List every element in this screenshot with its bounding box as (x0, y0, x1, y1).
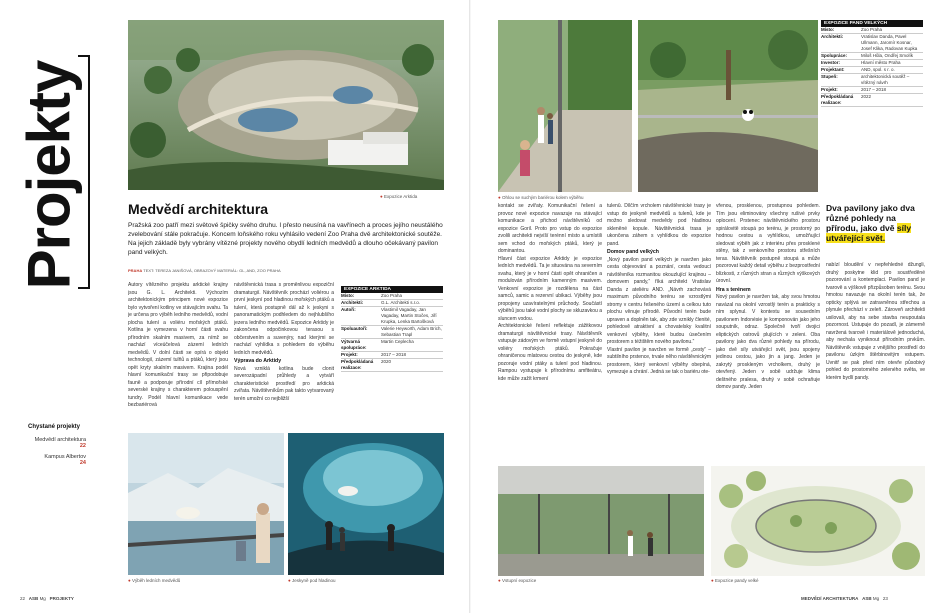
infobox-pand-row-key: Investor: (821, 60, 841, 65)
infobox-pand-rows (821, 27, 923, 107)
pull-quote (826, 203, 926, 243)
infobox-arktida-row-value: 2017 – 2018 (381, 352, 407, 357)
infobox-arktida-row (341, 293, 443, 300)
pin-icon: ● (128, 578, 131, 583)
byline (128, 268, 281, 273)
infobox-arktida-row (341, 339, 443, 352)
infobox-arktida-row-key: Architekti: (341, 300, 364, 305)
panda-enclosure-illustration (638, 20, 818, 192)
visitors-illustration (498, 20, 632, 192)
right-col4-text: nabízí bloudění v nepřehledné džungli, druhý poskytne klid pro soustředěné pozorování a kontemplaci. Pavilon pand je tvarově a výškově přizpůsoben terénu. Svou hmotou navazuje na okolní terén tak, že opticky splývá se zatravněnou střechou a plynule přechází v zeleň. Zároveň architekti usilovali, aby na sebe stavba neupoutala pozornost. Ustupuje do pozadí, je zámerně navržená tvarově i materiálově jednoduchá, aby nechala vyniknout přírodním prvkům. Návštěvník vstupuje z vnějšího prostředí do pavilonu úzkým štěrbinovitým vstupem. Uvnitř se pak před ním otevře působivý pohled do prostorného zeleného světa, ve kterém bydlí pandy. (826, 262, 925, 381)
folio-left-section: PROJEKTY (49, 596, 74, 601)
infobox-pand-row-value: architektonická soutěž – vítězný návrh (861, 74, 910, 85)
infobox-arktida-row-value: Vlastimil Vagaday, Jan Vagaday, Martin Stočes, Jiří Krupka, Lenka Bartošková (381, 307, 437, 324)
right-col3-text-b: Nový pavilon je navržen tak, aby svou hmotou navázal na okolní vzrostlý terén a prakticky s ním splynul. V kontextu se sousedním pavilonem Indonésie je komponován jako jeho souputník, odraz. Společně tvoří dvojici eliptických ostrovů plujících v zeleni. Oba pavilony jako dva různé pohledy na přírodu, jako dvě síly utvářející svět, jsou spojeny jedinou cestou, jako jin a jang. Jeden je zakrytý proskleným vrcholkem, druhý je otevřený. Jeden v sobě udržuje klima deštného pralesa, druhý v sobě ochraňuje domov pandy. Jeden (716, 294, 820, 390)
caption-bottom-entrance-text: Vstupní expozice (501, 578, 537, 583)
entrance-exhibit-illustration (498, 466, 704, 576)
right-page (471, 0, 940, 613)
infobox-pand-row-value: 2017 – 2018 (861, 87, 887, 92)
infobox-arktida-row (341, 307, 443, 326)
underwater-cave-illustration (288, 433, 444, 575)
right-column-2 (607, 203, 711, 461)
right-col3-text: vřenou, prosklenou, prostupnou pohledem. Tím jsou eliminovány všechny rušivé prvky oplocení. Prstenec návštěvnického prostoru spirálovitě stoupá po terénu, je prostorný po hodnou cestou a vyhlídkou, umožňující sledovat výběh jak z interiéru přes prosklené stěny, tak z venkovního prostoru střešních teras. Návštěvník postupně stoupá a může pozorovat každý detail výběhu z bezprostřední blízkosti, z různých stran a různých výškových úrovní. (716, 203, 820, 284)
sidebar-num-albertov: 24 (79, 460, 86, 466)
infobox-arktida-row-value: G.L. Architekti s.r.o. (381, 300, 421, 305)
infobox-pand-row-key: Stupeň: (821, 74, 838, 79)
section-title-vertical (5, 60, 85, 290)
hero-image-arktida-aerial (128, 20, 444, 190)
infobox-pand-row-key: Architekti: (821, 34, 844, 39)
infobox-pand-row-value: Hlavní město Praha (861, 60, 901, 65)
caption-bottom-entrance (498, 578, 536, 583)
right-column-1 (498, 203, 602, 461)
image-polar-bear-enclosure (128, 433, 284, 575)
infobox-arktida-row-key: Projekt: (341, 352, 358, 357)
pin-icon: ● (711, 578, 714, 583)
aerial-render-illustration (128, 20, 444, 190)
folio-right-section: MEDVĚDÍ ARCHITEKTURA (801, 596, 859, 601)
polar-bear-illustration (128, 433, 284, 575)
infobox-arktida-row-key: Autoři: (341, 307, 356, 312)
sidebar-num-medvedi: 22 (79, 443, 86, 449)
right-col1-text: kontakt se zvířaty. Komunikační řešení a provoz nové expozice navazuje na stávající komunikace a přichod návštěvníků od expozice Goril. Proto pro vstup do expozice zvolili architekti nejvíší terénní místo a umístili sem vchod do mořských ptáků, který je dominantou. (498, 203, 602, 254)
infobox-pand-row (821, 74, 923, 87)
image-panda-enclosure-aerial (638, 20, 818, 192)
infobox-pand-row-value: Miloš Hůla, Ondřej Smolík (861, 53, 914, 58)
hero-caption-text: Expozice Arktida (383, 194, 418, 199)
infobox-pand-head: EXPOZICE PAND VELKÝCH (821, 20, 923, 27)
pin-icon: ● (380, 194, 383, 199)
caption-top-right-page-text: Ohlou se suchým bariérou kolem výběhu (501, 195, 584, 200)
infobox-arktida-row (341, 300, 443, 307)
infobox-pand-row-key: Projektant: (821, 67, 845, 72)
folio-left-issue: Mg (39, 596, 46, 601)
left-page (0, 0, 469, 613)
infobox-pand (821, 20, 923, 107)
byline-place: PRAHA (128, 268, 143, 273)
sidebar-item-medvedi[interactable]: Medvědí architektura (34, 437, 86, 443)
article-title: Medvědí architektura (128, 201, 269, 217)
sidebar (28, 424, 86, 466)
infobox-pand-row (821, 60, 923, 67)
caption-bottom-panda-text: Expozice pandy velké (714, 578, 759, 583)
caption-bottom-middle-text: Jeskyně pod hladinou (291, 578, 336, 583)
left-col1-text: Autory vítězného projektu arktické krajiny jsou G. L. Architekti. Výchozím architektonickým principem nové expozice bylo vytvoření kotliny ve stávajícím svahu. Ta je určena pro výběh ledního medvědů, vodní plocha tulení a voliéru mořských ptáků. Kotlina je vymezena v horní části svahu přírodním skalním masivem, za nímž se nachází víceúčelová zázemí ledních medvědů. V dolní části se opírá o objekt technologií, zázemí tulňů a ptáků, který jsou opět kryty skalním masivem. Krajina podél hlavní komunikační trasy se připodobuje fauně a podporuje přírodní cíl přímořské severské krajiny s charakterem polouspění tundry. Podél hlavní komunikace vede bezbariérová (128, 282, 228, 408)
byline-credits: TEXT: TEREZA JANIŠOVÁ, OBRAZOVÝ MATERIÁL: GL, AND, ZOO PRAHA (143, 268, 281, 273)
right-col1-text-b: Hlavní část expozice Arktidy je expozice ledních medvědů. Ta je situována na severním svahu, který je v horní části opět ohraničen a modulován přírodním kamenným masivem. Venkovní expozice je rozdělena na část samců, samic a rezervní ubikaci. Výběhy jsou propojeny uzavíratelnými průchody. Součástí výběhů jsou také vodní plochy se skluzavkou a sluncem vodou. (498, 255, 602, 322)
infobox-arktida-row (341, 352, 443, 359)
right-col2-text: tulenů. Dílčím vrcholem návštěvnické trasy je vstup do jeskyně medvědů a tulenů, kde je možno sledovat medvědy pod hladinou skleněné kopule. Návštěvnická trasa je ukončena záhem s vyhlídkou do expozice pand. (607, 203, 711, 247)
pull-quote-highlight: síly utvářející svět. (826, 223, 912, 243)
right-column-3 (716, 203, 820, 461)
infobox-arktida-row-key: Místo: (341, 293, 355, 298)
infobox-pand-row-key: Předpokládaná realizace: (821, 94, 854, 105)
caption-bottom-panda (711, 578, 759, 583)
caption-top-right-page (498, 195, 584, 200)
right-col2-text-c: Vlastní pavilon je navržen ve formě „cesty“ – subtilního prstence, trvale něho návštěvnickým prostorem, který venkovní výběhy obepíná, vymezuje a chrání. Jedná se tak o bariéru ote- (607, 346, 711, 375)
left-column-1 (128, 282, 228, 424)
sidebar-item-albertov[interactable]: Kampus Albertov (44, 454, 86, 460)
infobox-arktida-row-key: Výtvarná spolupráce: (341, 339, 367, 350)
infobox-pand-row-key: Spolupráce: (821, 53, 848, 58)
sidebar-title: Chystané projekty (28, 424, 81, 430)
infobox-pand-row (821, 67, 923, 74)
infobox-pand-row-value: Zoo Praha (861, 27, 883, 32)
caption-bottom-left (128, 578, 180, 583)
right-col2-heading: Domov pand velkých (607, 249, 659, 255)
image-underwater-cave (288, 433, 444, 575)
pin-icon: ● (498, 195, 501, 200)
infobox-arktida-row-value: 2020 (381, 359, 392, 364)
infobox-pand-row (821, 94, 923, 107)
folio-right-mag: ASB (862, 596, 872, 601)
image-panda-pavilion-plan (711, 466, 925, 576)
infobox-arktida-rows (341, 293, 443, 372)
infobox-pand-row (821, 53, 923, 60)
article-lead: Pražská zoo patří mezi světové špičky svého druhu. I přesto neusíná na vavřínech a proces jejího neustálého zvelebování stále pokračuje. Koncem loňského roku vyhlásilo vedení Zoo Praha dvě architektonické soutěže. Na jejich základě byly vybrány vítězné projekty nového obydlí ledních medvědů a dlouho očekávaný pavilon pand velkých. (128, 222, 443, 256)
right-col3-heading: Hra s terénem (716, 286, 751, 293)
folio-right-issue: Mg (872, 596, 880, 601)
left-column-2 (234, 282, 334, 424)
infobox-pand-row (821, 27, 923, 34)
folio-left (20, 596, 74, 601)
left-col2-text: návštěvnická trasa s proměnlivou expoziční dramaturgií. Návštěvník prochází voliérou a první jeskyní pod hladinou mořských ptáků a tulení, která postupně dál až k jeskyni s panoramatickým podhledem do nejhlubšího jezera ledního medvědů. Expozice Arktidy je zakončena odpočinkovou terasou s občerstvením a suvenýry, nad kterými se nachází vyhlídka s pohledem do výběhu ledních medvědů. (234, 282, 334, 356)
infobox-pand-row-value: 2022 (861, 94, 872, 99)
infobox-arktida-row-key: Spoluautoři: (341, 326, 368, 331)
section-title-text: Projekty (15, 60, 83, 290)
pull-quote-text: Dva pavilony jako dva různé pohledy na přírodu, jako dvě (826, 203, 915, 233)
infobox-arktida-row-value: Martin Ceplecha (381, 339, 414, 344)
infobox-pand-row-key: Místo: (821, 27, 835, 32)
folio-right (801, 596, 888, 601)
left-col2-text-b: Nová vzniklá kotlina bude clonit severozápadní průhledy a vytváří charakteristické prostředí pro arktická zvířata. Návštěvníkům pak takto vytvarovaný terén umožní co nejbližší (234, 365, 334, 402)
infobox-arktida-row-key: Předpokládaná realizace: (341, 359, 374, 370)
infobox-arktida-row-value: Valerie Heyworth, Adam Brich, Sebastian Trapl (381, 326, 442, 337)
infobox-arktida-row (341, 359, 443, 372)
pin-icon: ● (498, 578, 501, 583)
infobox-arktida-head: EXPOZICE ARKTIDA (341, 286, 443, 293)
folio-left-mag: ASB (28, 596, 39, 601)
infobox-arktida (341, 286, 443, 372)
image-visitors-glass-walk (498, 20, 632, 192)
infobox-pand-row (821, 87, 923, 94)
infobox-arktida-row (341, 326, 443, 339)
infobox-arktida-row-value: Zoo Praha (381, 293, 403, 298)
hero-caption (380, 194, 417, 199)
caption-bottom-middle (288, 578, 336, 583)
infobox-pand-row (821, 34, 923, 53)
infobox-pand-row-value: AND, spol. s r. o. (861, 67, 895, 72)
left-col2-heading: Výprava do Arktidy (234, 358, 282, 364)
infobox-pand-row-key: Projekt: (821, 87, 838, 92)
caption-bottom-left-text: Výběh ledních medvědů (131, 578, 181, 583)
right-column-4 (826, 262, 925, 457)
panda-pavilion-illustration (711, 466, 925, 576)
folio-right-num: 23 (882, 596, 888, 601)
pin-icon: ● (288, 578, 291, 583)
image-entrance-exhibit (498, 466, 704, 576)
right-col1-text-c: Architektonické řešení reflektuje zážitkovou dramaturgii návštěvnické trasy. Návštěvník vstupuje zádovým ve formě vstupní jeskyně do voliéry mořských ptáků. Pokračuje ohraničenou mlatovou cestou do jeskyně, kde pozoruje vodní ptáky a tulení pod hladinou. Rampou vystupuje k přírodnímu amfiteátru, kde může zažít krmení (498, 323, 602, 382)
right-col2-text-b: „Nový pavilon pand velkých je navržen jako cesta objevování a poznání, cesta vedoucí návštěvníka rozmanitou okouzlující krajinou – domovem pandy,“ říká architekt Vratislav Danda z ateliéru AND. „Návrh zachovává maximum původního terénu se vzrostlými stromy v centru řešeného území a celkou tuto plochu věnuje přírodě. Původní terén bude upraven a doplněn tak, aby zde vznikly členité, pohledově atraktivní a chovatelsky kvalitní venkovní výběhy, které budou úsečením prostorem s téžištěm nového pavilonu.“ (607, 256, 711, 345)
infobox-pand-row-value: Vratislav Danda, Pavel Ullmann, Jaromír Kosnar, Josef Klika, Radovan Kupka (861, 34, 918, 51)
folio-left-num: 22 (20, 596, 26, 601)
